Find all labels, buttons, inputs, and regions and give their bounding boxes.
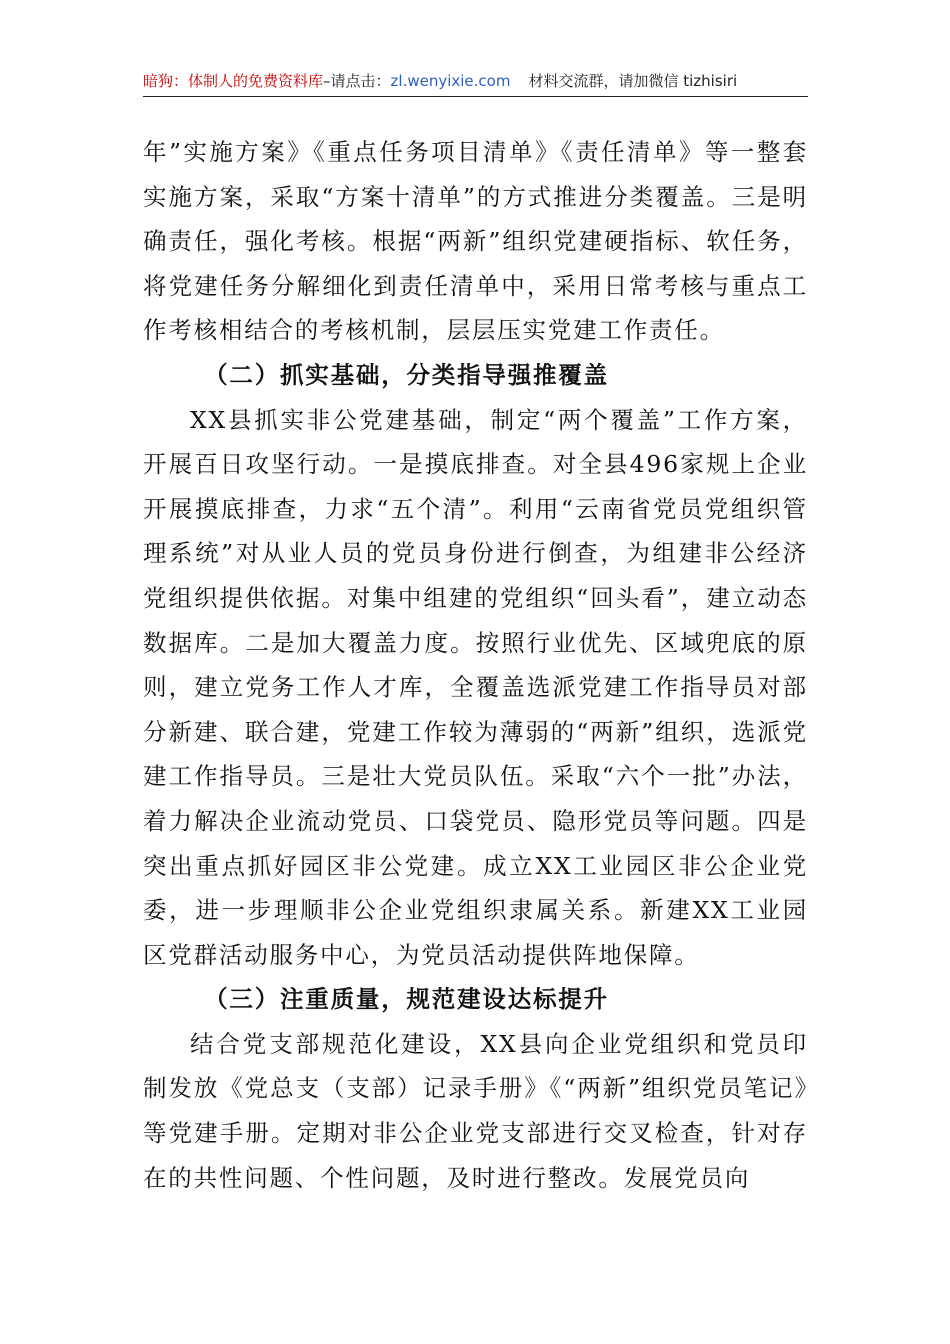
paragraph-2: XX县抓实非公党建基础，制定“两个覆盖”工作方案，开展百日攻坚行动。一是摸底排查。对全县496家规上企业开展摸底排查，力求“五个清”。利用“云南省党员党组织管理系统”对从业人员的党员身份进行倒查，为组建非公经济党组织提供依据。对集中组建的党组织“回头看”，建立动态数据库。二是加大覆盖力度。按照行业优先、区域兜底的原则，建立党务工作人才库，全覆盖选派党建工作指导员对部分新建、联合建，党建工作较为薄弱的“两新”组织，选派党建工作指导员。三是壮大党员队伍。采取“六个一批”办法，着力解决企业流动党员、口袋党员、隐形党员等问题。四是突出重点抓好园区非公党建。成立XX工业园区非公企业党委，进一步理顺非公企业党组织隶属关系。新建XX工业园区党群活动服务中心，为党员活动提供阵地保障。 xyxy=(143,405,808,969)
section-heading-2: （二）抓实基础，分类指导强推覆盖 xyxy=(204,360,609,389)
paragraph-1: 年”实施方案》《重点任务项目清单》《责任清单》等一整套实施方案，采取“方案十清单”的方式推进分类覆盖。三是明确责任，强化考核。根据“两新”组织党建硬指标、软任务，将党建任务分解细化到责任清单中，采用日常考核与重点工作考核相结合的考核机制，层层压实党建工作责任。 xyxy=(143,138,808,345)
paragraph-3: 结合党支部规范化建设，XX县向企业党组织和党员印制发放《党总支（支部）记录手册》《“两新”组织党员笔记》等党建手册。定期对非公企业党支部进行交叉检查，针对存在的共性问题、个性问题，及时进行整改。发展党员向 xyxy=(143,1029,808,1192)
click-prompt: –请点击： xyxy=(323,72,391,90)
site-name: 暗狗：体制人的免费资料库 xyxy=(143,72,324,90)
contact-info: 材料交流群，请加微信 tizhisiri xyxy=(528,72,738,90)
site-url-link[interactable]: zl.wenyixie.com xyxy=(390,72,511,90)
page-header xyxy=(143,66,808,97)
section-heading-3: （三）注重质量，规范建设达标提升 xyxy=(204,985,609,1014)
document-body xyxy=(143,130,808,1200)
